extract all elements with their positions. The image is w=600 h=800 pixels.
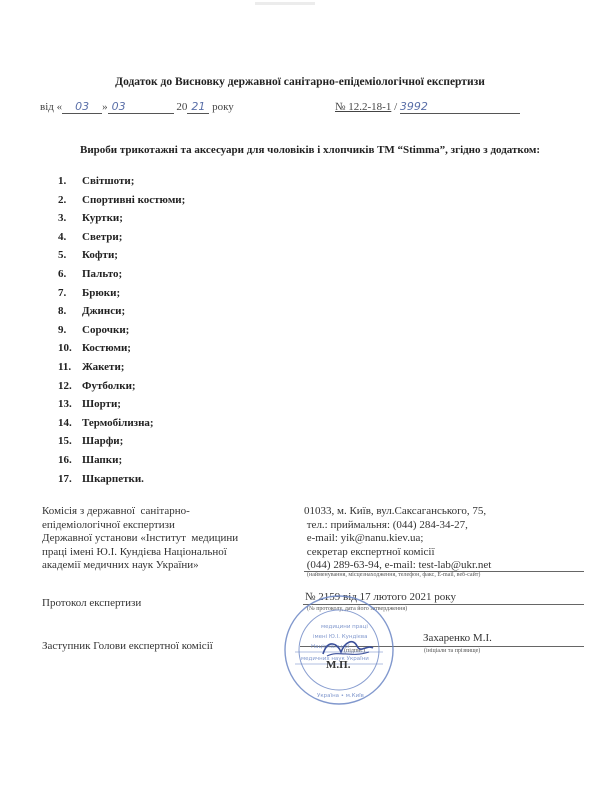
number-handwritten: 3992 [400,100,520,114]
list-item-label: Светри; [82,230,123,243]
list-item [58,414,185,433]
list-item [58,228,185,247]
stamp-inner-ring [299,610,379,690]
list-item [58,339,185,358]
address-line: e-mail: yik@nanu.kiev.ua; [304,532,424,544]
list-item-number: 15. [58,435,72,448]
stamp-text-line: імені Ю.І. Кундієва [313,634,368,640]
list-item-label: Кофти; [82,249,118,262]
list-item-label: Термобілизна; [82,416,154,429]
date-year-prefix: 20 [176,101,188,113]
list-item-label: Костюми; [82,342,131,355]
list-item [58,395,185,414]
deputy-label: Заступник Голови експертної комісії [42,640,213,652]
subject-heading: Вироби трикотажні та аксесуари для чоловіків і хлопчиків ТМ “Stimma”, згідно з додатком: [79,144,541,156]
scan-artifact [255,2,315,5]
list-item-number: 6. [58,267,67,280]
stamp-outer-ring [285,596,393,704]
protocol-label: Протокол експертизи [42,597,142,609]
list-item-label: Спортивні костюми; [82,193,186,206]
list-item-number: 12. [58,379,72,392]
list-item-label: Джинси; [82,305,126,318]
commission-line: праці імені Ю.І. Кундієва Національної [42,545,227,558]
list-item-number: 3. [58,212,67,225]
conclusion-number: № 12.2-18-1 [335,101,392,113]
official-stamp [283,594,395,706]
list-item-number: 13. [58,398,72,411]
list-item [58,302,185,321]
date-line [40,100,234,114]
deputy-name: Захаренко М.І. [423,632,492,644]
number-separator: / [394,101,398,113]
date-close-quote: » [102,101,108,113]
list-item-number: 10. [58,342,72,355]
list-item [58,265,185,284]
date-suffix: року [212,101,234,113]
stamp-text-line: медичних наук України [301,656,369,662]
list-item [58,377,185,396]
protocol-caption: (№ протоколу, дата його затвердження) [307,606,408,612]
list-item-number: 8. [58,305,67,318]
list-item-label: Шарфи; [82,435,124,448]
address-caption: (найменування, місцезнаходження, телефон, факс, E-mail, веб-сайт) [307,572,481,578]
list-item-number: 2. [58,193,67,206]
stamp-text-line: Національної [311,644,350,650]
seal-label: М.П. [326,659,351,671]
stamp-text-line: Україна • м.Київ [317,693,364,699]
list-item [58,470,185,489]
protocol-value: № 2159 від 17 лютого 2021 року [305,591,456,603]
list-item [58,246,185,265]
document-title: Додаток до Висновку державної санітарно-епідеміологічної експертизи [115,76,485,88]
list-item-label: Світшоти; [82,175,135,187]
address-line: секретар експертної комісії [304,545,435,558]
list-item-number: 17. [58,472,72,485]
list-item-number: 5. [58,249,67,262]
list-item [58,358,185,377]
signature-caption: (підпис) [344,648,366,654]
stamp-text-line: медицини праці [321,624,368,630]
list-item-number: 14. [58,416,72,429]
number-line [335,100,520,114]
list-item-label: Пальто; [82,267,123,280]
commission-block [42,505,238,573]
address-line: (044) 289-63-94, e-mail: test-lab@ukr.net [304,559,492,571]
list-item-label: Шорти; [82,398,121,411]
list-item-number: 11. [58,360,72,373]
list-item [58,191,185,210]
list-item-label: Шкарпетки. [82,472,144,485]
address-line: тел.: приймальня: (044) 284-34-27, [304,518,468,531]
address-line: 01033, м. Київ, вул.Саксаганського, 75, [304,505,487,517]
list-item-number: 7. [58,286,67,299]
list-item [58,432,185,451]
commission-line: Комісія з державної санітарно- [42,505,190,517]
date-month: 03 [108,100,174,114]
list-item-label: Футболки; [82,379,136,392]
list-item-number: 16. [58,453,72,466]
list-item [58,284,185,303]
list-item [58,209,185,228]
list-item [58,172,185,191]
commission-line: Державної установи «Інститут медицини [42,532,239,544]
product-list [58,172,185,488]
list-item-number: 4. [58,230,67,243]
list-item-label: Брюки; [82,286,121,299]
commission-line: академії медичних наук України» [42,559,199,571]
address-block [304,505,491,573]
initials-caption: (ініціали та прізвище) [424,648,481,654]
list-item-number: 9. [58,323,67,336]
date-open-quote: « [56,101,63,113]
list-item-number: 1. [58,175,67,187]
list-item-label: Сорочки; [82,323,130,336]
list-item [58,451,185,470]
date-prefix: від [40,101,54,113]
list-item [58,321,185,340]
list-item-label: Шапки; [82,453,123,466]
date-day: 03 [62,100,102,114]
commission-line: епідеміологічної експертизи [42,518,175,531]
list-item-label: Жакети; [82,360,125,373]
date-year-suffix: 21 [187,100,209,114]
list-item-label: Куртки; [82,212,123,225]
